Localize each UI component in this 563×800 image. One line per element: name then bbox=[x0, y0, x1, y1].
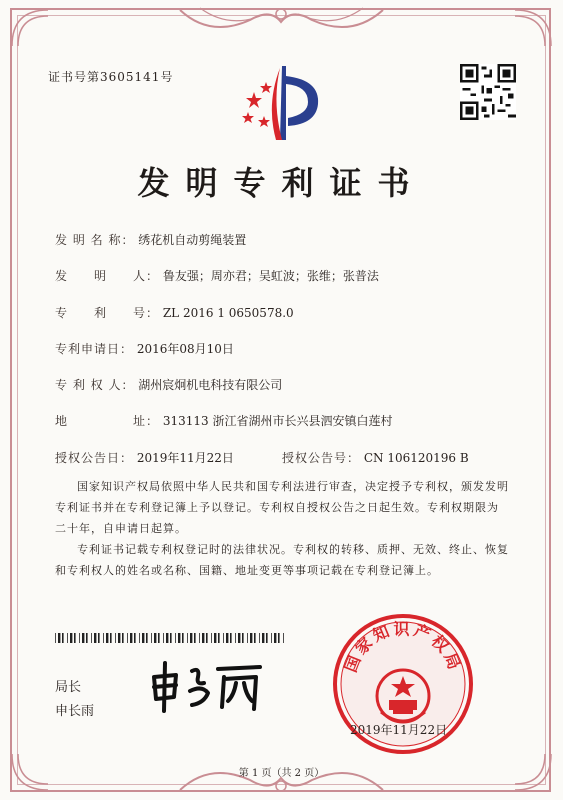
seal-date: 2019年11月22日 bbox=[350, 723, 448, 737]
address-label: 地 址： bbox=[55, 414, 160, 428]
filing-date-label: 专利申请日： bbox=[55, 342, 134, 356]
address-value: 313113 浙江省湖州市长兴县泗安镇白莲村 bbox=[162, 414, 393, 428]
barcode-icon bbox=[55, 633, 287, 643]
patent-office-logo-icon bbox=[236, 62, 328, 144]
grant-number-value: CN 106120196 B bbox=[363, 451, 469, 465]
grant-number-label: 授权公告号： bbox=[282, 451, 361, 465]
patent-number-label: 专 利 号： bbox=[55, 306, 160, 320]
inventors-value: 鲁友强；周亦君；吴虹波；张维；张普法 bbox=[162, 269, 379, 283]
grant-date-row bbox=[55, 449, 234, 466]
handwritten-signature bbox=[148, 655, 266, 715]
top-ornament bbox=[170, 0, 393, 40]
patentee-value: 湖州宸炯机电科技有限公司 bbox=[138, 378, 283, 392]
inventors-label: 发 明 人： bbox=[55, 269, 160, 283]
patentee-label: 专 利 权 人： bbox=[55, 378, 135, 392]
page-number: 第 1 页（共 2 页） bbox=[238, 768, 325, 779]
corner-ornament bbox=[8, 6, 54, 52]
invention-name-row bbox=[55, 231, 246, 248]
filing-date-value: 2016年08月10日 bbox=[136, 342, 234, 356]
invention-name-label: 发 明 名 称： bbox=[55, 233, 135, 247]
patentee-row bbox=[55, 376, 282, 393]
signatory-title: 局长 bbox=[55, 680, 82, 695]
invention-name-value: 绣花机自动剪绳装置 bbox=[138, 233, 247, 247]
inventors-row bbox=[55, 267, 379, 284]
grant-date-label: 授权公告日： bbox=[55, 451, 134, 465]
certificate-number: 证书号第3605141号 bbox=[48, 70, 174, 84]
corner-ornament bbox=[509, 6, 555, 52]
grant-statement-paragraph: 国家知识产权局依照中华人民共和国专利法进行审查，决定授予专利权，颁发发明专利证书并在专利登记簿上予以登记。专利权自授权公告之日起生效。专利权期限为二十年，自申请日起算。 bbox=[55, 480, 509, 535]
address-row bbox=[55, 412, 392, 429]
document-title: 发明专利证书 bbox=[137, 164, 426, 202]
seal-text: 国家知识产权局 bbox=[340, 619, 466, 675]
grant-date-value: 2019年11月22日 bbox=[136, 451, 234, 465]
legal-status-paragraph: 专利证书记载专利权登记时的法律状况。专利权的转移、质押、无效、终止、恢复和专利权人的姓名或名称、国籍、地址变更等事项记载在专利登记簿上。 bbox=[55, 543, 509, 577]
patent-number-value: ZL 2016 1 0650578.0 bbox=[162, 306, 294, 320]
qr-code-icon bbox=[460, 64, 516, 120]
grant-number-row bbox=[282, 449, 469, 466]
signatory-name: 申长雨 bbox=[55, 704, 95, 719]
filing-date-row bbox=[55, 340, 234, 357]
patent-number-row bbox=[55, 304, 294, 321]
